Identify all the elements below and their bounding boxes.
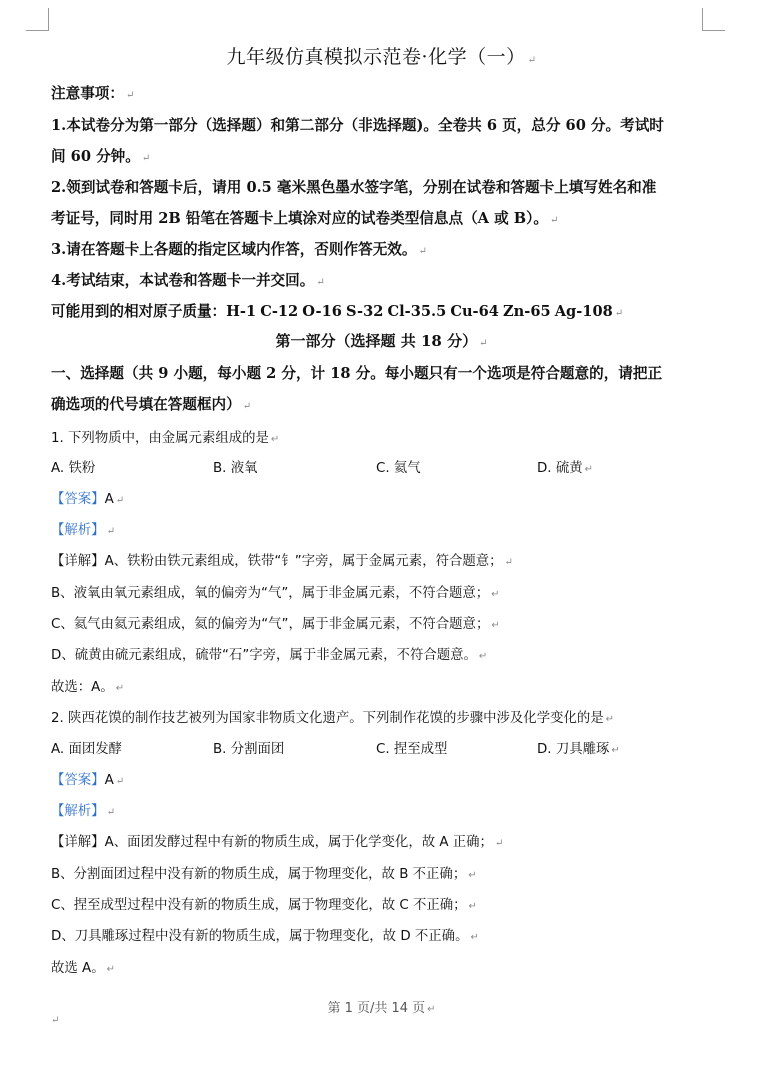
analysis-tag: 【解析】 ↵ [51, 523, 115, 538]
detail-line: D、硫黄由硫元素组成，硫带“石”字旁，属于非金属元素，不符合题意。 ↵ [51, 648, 488, 663]
section-title: 确选项的代号填在答题框内） ↵ [51, 396, 252, 413]
notice-line: 2.领到试卷和答题卡后，请用 0.5 毫米黑色墨水签字笔，分别在试卷和答题卡上填写姓名和准 [51, 179, 657, 196]
crop-mark-top-right [702, 8, 725, 31]
analysis-tag: 【解析】 ↵ [51, 804, 115, 819]
option-c: C. 氦气 [376, 461, 421, 476]
option-c: C. 捏至成型 [376, 742, 448, 757]
option-a: A. 铁粉 [51, 461, 96, 476]
conclusion: 故选：A。 ↵ [51, 680, 125, 695]
paragraph-mark: ↵ [51, 1015, 60, 1026]
option-d: D. 刀具雕琢 ↵ [537, 742, 620, 757]
detail-line: D、刀具雕琢过程中没有新的物质生成，属于物理变化，故 D 不正确。 ↵ [51, 929, 479, 944]
detail-line: 【详解】A、面团发酵过程中有新的物质生成，属于化学变化，故 A 正确； ↵ [51, 835, 504, 850]
option-b: B. 分割面团 [213, 742, 285, 757]
answer-line: 【答案】A ↵ [51, 492, 125, 507]
part-one-heading: 第一部分（选择题 共 18 分） ↵ [275, 332, 488, 350]
notice-line: 间 60 分钟。 ↵ [51, 148, 151, 165]
detail-line: B、分割面团过程中没有新的物质生成，属于物理变化，故 B 不正确； ↵ [51, 867, 477, 882]
notice-line: 1.本试卷分为第一部分（选择题）和第二部分（非选择题)。全卷共 6 页，总分 60 分。考试时 [51, 117, 664, 134]
question-stem: 2. 陕西花馍的制作技艺被列为国家非物质文化遗产。下列制作花馍的步骤中涉及化学变化的是 ↵ [51, 711, 615, 726]
conclusion: 故选 A。 ↵ [51, 961, 115, 976]
detail-line: B、液氧由氧元素组成，氧的偏旁为“气”，属于非金属元素，不符合题意； ↵ [51, 586, 500, 601]
notice-line: 3.请在答题卡上各题的指定区域内作答，否则作答无效。 ↵ [51, 241, 427, 258]
notice-line: 考证号，同时用 2B 铅笔在答题卡上填涂对应的试卷类型信息点（A 或 B）。 ↵ [51, 210, 559, 227]
notice-line: 4.考试结束，本试卷和答题卡一并交回。 ↵ [51, 272, 325, 289]
notice-heading: 注意事项： ↵ [51, 85, 135, 102]
option-a: A. 面团发酵 [51, 742, 122, 757]
crop-mark-top-left [26, 8, 49, 31]
detail-line: C、氦气由氦元素组成，氦的偏旁为“气”，属于非金属元素，不符合题意； ↵ [51, 617, 500, 632]
option-b: B. 液氧 [213, 461, 258, 476]
atomic-mass-line: 可能用到的相对原子质量：H-1 C-12 O-16 S-32 Cl-35.5 Cu-64 Zn-65 Ag-108 ↵ [51, 303, 624, 320]
option-d: D. 硫黄 ↵ [537, 461, 593, 476]
detail-line: 【详解】A、铁粉由铁元素组成，铁带“钅”字旁，属于金属元素，符合题意； ↵ [51, 554, 513, 569]
detail-line: C、捏至成型过程中没有新的物质生成，属于物理变化，故 C 不正确； ↵ [51, 898, 477, 913]
document-title: 九年级仿真模拟示范卷·化学（一） ↵ [226, 46, 537, 68]
section-title: 一、选择题（共 9 小题，每小题 2 分，计 18 分。每小题只有一个选项是符合题意的，请把正 [51, 365, 663, 382]
question-stem: 1. 下列物质中，由金属元素组成的是 ↵ [51, 431, 280, 446]
page-footer: 第 1 页/共 14 页 ↵ [327, 1001, 436, 1016]
answer-line: 【答案】A ↵ [51, 773, 125, 788]
